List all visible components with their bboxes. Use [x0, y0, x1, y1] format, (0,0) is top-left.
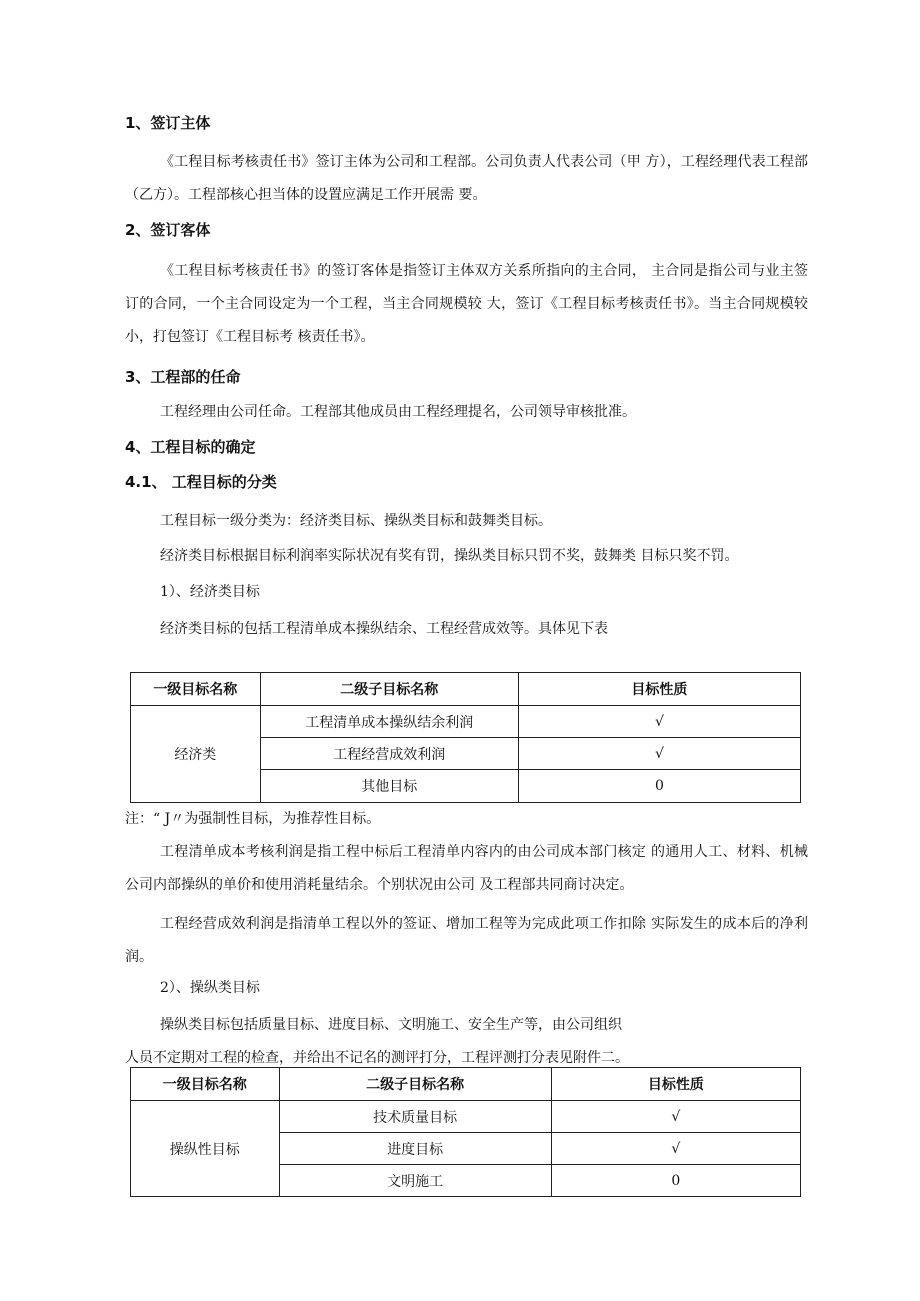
- nature-cell: √: [551, 1101, 800, 1133]
- category-cell: 操纵性目标: [131, 1101, 280, 1197]
- nature-cell: √: [518, 706, 800, 738]
- control-goal-line2: 人员不定期对工程的检查，并给出不记名的测评打分，工程评测打分表见附件二。: [125, 1050, 629, 1066]
- goal-reward-line: 经济类目标根据目标利润率实际状况有奖有罚，操纵类目标只罚不奖，鼓舞类 目标只奖不罚。: [160, 548, 739, 564]
- heading-appointment: 3、工程部的任命: [125, 368, 241, 386]
- economic-goal-desc: 经济类目标的包括工程清单成本操纵结余、工程经营成效等。具体见下表: [160, 621, 608, 637]
- subgoal-cell: 进度目标: [279, 1133, 551, 1165]
- economic-goals-table: [130, 672, 801, 803]
- col-header-level2: 二级子目标名称: [279, 1068, 551, 1101]
- control-goals-table: [130, 1067, 801, 1197]
- nature-cell: √: [518, 738, 800, 770]
- col-header-nature: 目标性质: [551, 1068, 800, 1101]
- para-appointment: 工程经理由公司任命。工程部其他成员由工程经理提名，公司领导审核批准。: [160, 404, 636, 420]
- nature-cell: 0: [518, 770, 800, 803]
- control-goal-line1: 操纵类目标包括质量目标、进度目标、文明施工、安全生产等，由公司组织: [160, 1017, 622, 1033]
- subgoal-cell: 工程经营成效利润: [260, 738, 518, 770]
- heading-goal-determination: 4、工程目标的确定: [125, 438, 256, 456]
- nature-cell: 0: [551, 1165, 800, 1197]
- para-signing-subject: 《工程目标考核责任书》签订主体为公司和工程部。公司负责人代表公司（甲 方），工程经理代表工程部（乙方）。工程部核心担当体的设置应满足工作开展需 要。: [125, 154, 808, 203]
- col-header-level1: 一级目标名称: [131, 1068, 280, 1101]
- subgoal-cell: 其他目标: [260, 770, 518, 803]
- table-header-row: [131, 673, 801, 706]
- subgoal-cell: 技术质量目标: [279, 1101, 551, 1133]
- heading-signing-object: 2、签订客体: [125, 221, 211, 239]
- para-operating-profit: 工程经营成效利润是指清单工程以外的签证、增加工程等为完成此项工作扣除 实际发生的成本后的净利润。: [125, 916, 808, 965]
- table-note: 注：“ J〃为强制性目标，为推荐性目标。: [125, 811, 381, 827]
- col-header-level1: 一级目标名称: [131, 673, 261, 706]
- table-row: [131, 706, 801, 738]
- category-cell: 经济类: [131, 706, 261, 803]
- control-goal-item: 2）、操纵类目标: [160, 980, 260, 996]
- col-header-level2: 二级子目标名称: [260, 673, 518, 706]
- subgoal-cell: 文明施工: [279, 1165, 551, 1197]
- economic-goal-item: 1）、经济类目标: [160, 584, 260, 600]
- nature-cell: √: [551, 1133, 800, 1165]
- col-header-nature: 目标性质: [518, 673, 800, 706]
- para-cost-profit: 工程清单成本考核利润是指工程中标后工程清单内容内的由公司成本部门核定 的通用人工、材料、机械公司内部操纵的单价和使用消耗量结余。个别状况由公司 及工程部共同商讨决定。: [125, 844, 808, 893]
- table-row: [131, 1101, 801, 1133]
- heading-signing-subject: 1、签订主体: [125, 114, 211, 132]
- para-signing-object: 《工程目标考核责任书》的签订客体是指签订主体双方关系所指向的主合同， 主合同是指公司与业主签订的合同，一个主合同设定为一个工程，当主合同规模较 大，签订《工程目标考核责任书》。当主合同规模较小，打包签订《工程目标考 核责任书》。: [125, 263, 808, 345]
- goal-classification-line: 工程目标一级分类为：经济类目标、操纵类目标和鼓舞类目标。: [160, 513, 552, 529]
- subheading-goal-classification: 4.1、 工程目标的分类: [125, 473, 277, 491]
- subgoal-cell: 工程清单成本操纵结余利润: [260, 706, 518, 738]
- table-header-row: [131, 1068, 801, 1101]
